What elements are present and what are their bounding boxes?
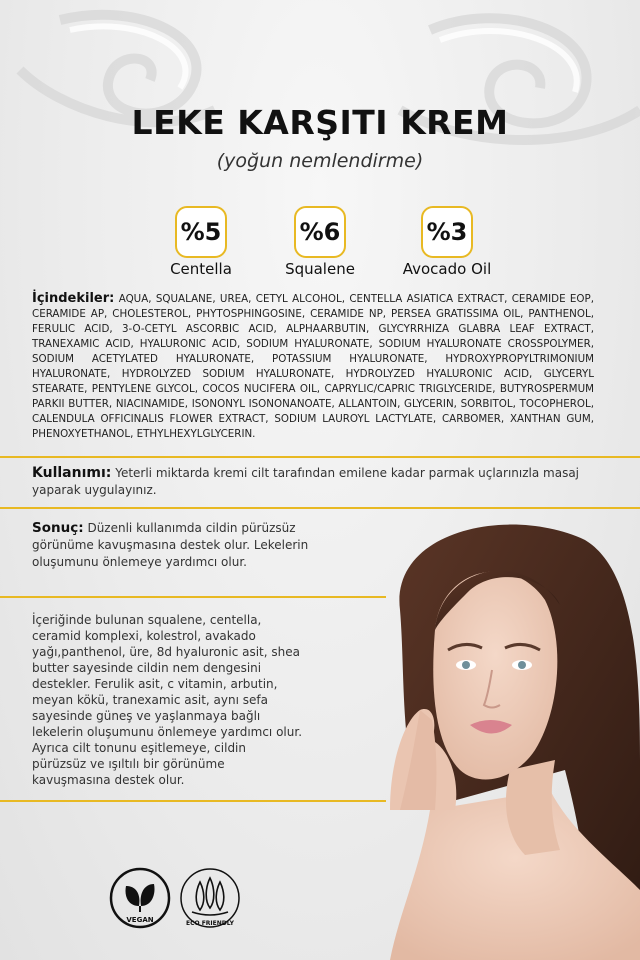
info-paragraph: İçeriğinde bulunan squalene, centella, ceramid komplexi, kolestrol, avakado yağı,panthenol, üre, 8d hyaluronic asit, shea butter sayesinde cildin nem dengesini destekler. Ferulik asit, c vitamin, arbutin, meyan kökü, tranexamic asit, aynı sefa sayesinde güneş ve yaşlanmaya bağlı lekelerin oluşumunu önlemeye yardımcı olur. Ayrıca cilt tonunu eşitlemeye, cildin pürüzsüz ve ışıltılı bir görünüme kavuşmasına destek olur. — [32, 613, 303, 787]
badge-label: Avocado Oil — [402, 260, 492, 278]
badge-label: Centella — [170, 260, 232, 278]
result-section — [32, 520, 318, 571]
usage-text: Yeterli miktarda kremi cilt tarafından emilene kadar parmak uçlarınızla masaj yaparak uygulayınız. — [32, 466, 580, 497]
vegan-label: VEGAN — [126, 916, 154, 924]
ingredients-section — [32, 291, 594, 442]
result-heading: Sonuç: — [32, 520, 84, 536]
vegan-leaf-icon — [108, 866, 172, 930]
result-text: Düzenli kullanımda cildin pürüzsüz görünüme kavuşmasına destek olur. Lekelerin oluşumunu önlemeye yardımcı olur. — [32, 521, 309, 569]
divider-line — [0, 456, 640, 458]
eco-friendly-icon — [178, 866, 242, 930]
badge-squalene — [250, 206, 390, 278]
badge-value: %6 — [294, 206, 346, 258]
ingredients-heading: İçindekiler: — [32, 291, 115, 306]
divider-line — [0, 507, 640, 509]
ingredients-text: AQUA, SQUALANE, UREA, CETYL ALCOHOL, CENTELLA ASIATICA EXTRACT, CERAMIDE EOP, CERAMIDE AP, CHOLESTEROL, PHYTOSPHINGOSINE, CERAMIDE NP, PERSEA GRATISSIMA OIL, PANTHENOL, FERULIC ACID, 3-O-CETYL ASCORBIC ACID, ALPHAARBUTIN, GLYCYRRHIZA GLABRA LEAF EXTRACT, TRANEXAMIC ACID, HYALURONIC ACID, SODIUM HYALURONATE, SODIUM HYALURONATE CROSSPOLYMER, SODIUM ACETYLATED HYALURONATE, POTASSIUM HYALURONATE, HYDROXYPROPYLTRIMONIUM HYALURONATE, HYDROLYZED SODIUM HYALURONATE, HYDROLYZED HYALURONIC ACID, GLYCERYL STEARATE, PENTYLENE GLYCOL, COCOS NUCIFERA OIL, CAPRYLIC/CAPRIC TRIGLYCERIDE, BUTYROSPERMUM PARKII BUTTER, NIACINAMIDE, ISONONYL ISONONANOATE, ALLANTOIN, GLYCERIN, SORBITOL, TOCOPHEROL, CALENDULA OFFICINALIS FLOWER EXTRACT, SODIUM LAUROYL LACTYLATE, CARBOMER, XANTHAN GUM, PHENOXYETHANOL, ETHYLHEXYLGLYCERIN. — [32, 293, 594, 440]
badge-value: %5 — [175, 206, 227, 258]
usage-section — [32, 465, 607, 499]
badge-label: Squalene — [285, 260, 355, 278]
badge-avocado-oil — [377, 206, 517, 278]
model-portrait — [360, 510, 640, 960]
divider-line — [0, 596, 386, 598]
usage-heading: Kullanımı: — [32, 465, 112, 481]
page-title: LEKE KARŞITI KREM — [131, 103, 509, 142]
page-subtitle: (yoğun nemlendirme) — [216, 150, 424, 172]
badge-value: %3 — [421, 206, 473, 258]
eco-label: ECO FRIENDLY — [186, 920, 234, 927]
divider-line — [0, 800, 386, 802]
